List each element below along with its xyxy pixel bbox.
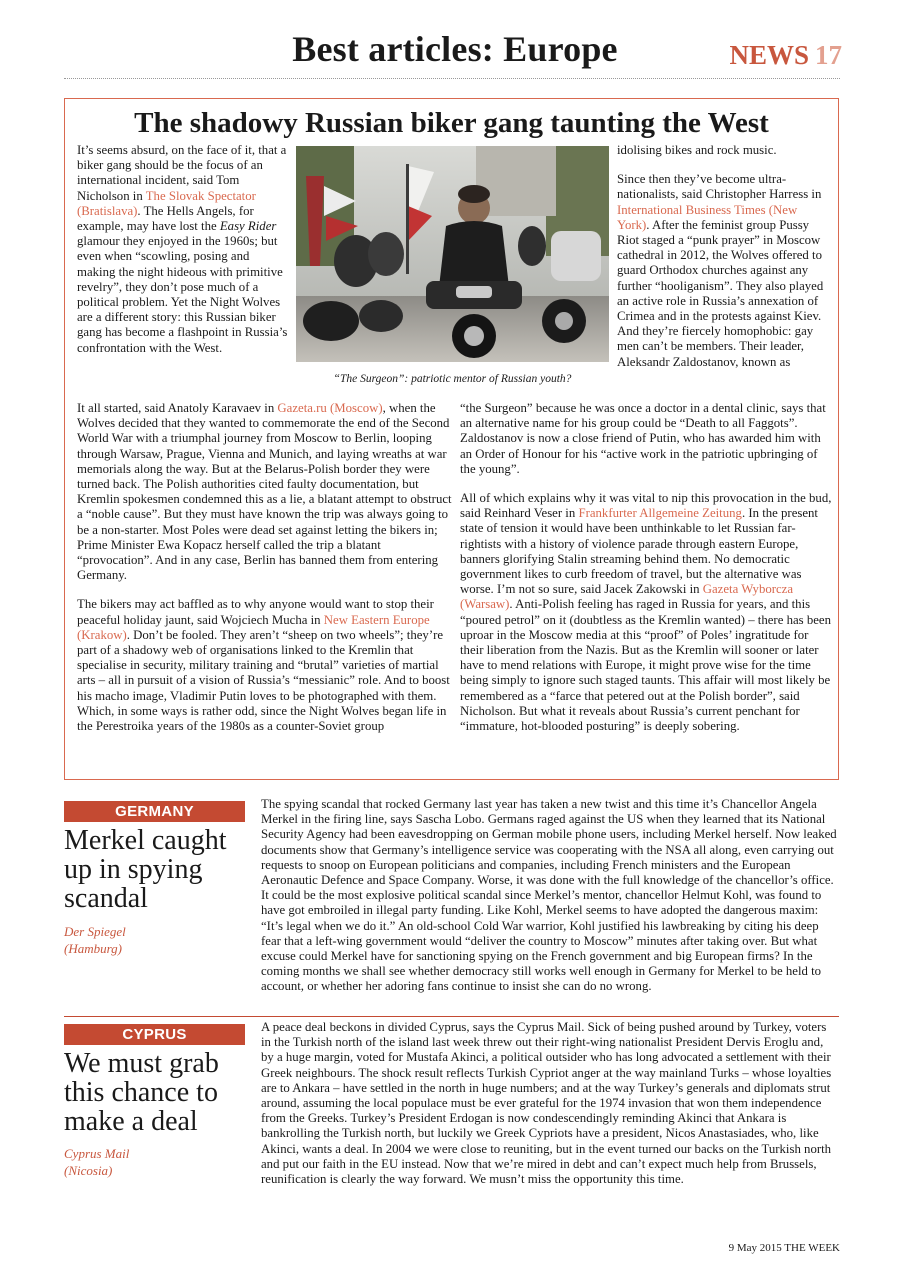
page-title: Best articles: Europe [292, 29, 618, 69]
photo-caption: “The Surgeon”: patriotic mentor of Russian youth? [333, 373, 572, 385]
source-link[interactable]: The Slovak Spectator (Bratislava) [77, 188, 256, 218]
header-divider [64, 78, 840, 79]
section-label [729, 40, 842, 71]
country-label: CYPRUS [64, 1024, 245, 1045]
section-divider [64, 1016, 839, 1017]
source-link[interactable]: Gazeta.ru (Moscow) [277, 401, 383, 415]
country-label: GERMANY [64, 801, 245, 822]
source-link[interactable]: Gazeta Wyborcza (Warsaw) [460, 582, 794, 612]
biker-photo [296, 146, 609, 362]
section-name: NEWS [729, 40, 809, 70]
source-link[interactable]: Frankfurter Allgemeine Zeitung [578, 506, 742, 521]
article-body: The spying scandal that rocked Germany last year has taken a new twist and this time it’s Chancellor Angela Merkel in the firing line, says Sascha Lobo. Germans raged against the US when they learned that its National Security Agency had been eavesdropping on German mobile phone users, including Merkel herself. Now leaked documents show that Germany’s intelligence service was cooperating with the NSA all along, even carrying out requests to snoop on European politicians and companies, including French ministers and the European Aeronautic Defence and Space Company. Worse, it was done with the full knowledge of the chancellor’s office. It could be the most explosive political scandal since Merkel’s mentor, chancellor Helmut Kohl, was found to have got embroiled in illegal party funding. Like Kohl, Merkel seems to have adopted the dangerous maxim: “It’s legal when we do it.” An old-school Cold War warrior, Kohl justified his lawbreaking by citing his deep fear that a left-wing government would “deliver the country to Moscow” minutes after taking over. But what excuse could Merkel have for sanctioning spying on the French government and big European firms? In the coming months we shall see whether democracy still works well enough in Germany for Merkel to be held to account, or whether her adoring fans continue to insist she can do no wrong. [261, 797, 837, 994]
germany-article [64, 797, 839, 1013]
main-article [64, 98, 839, 780]
article-headline: We must grab this chance to make a deal [64, 1048, 219, 1137]
source-link[interactable]: New Eastern Europe (Krakow) [77, 612, 430, 642]
article-source: Der Spiegel (Hamburg) [64, 924, 126, 956]
article-source: Cyprus Mail (Nicosia) [64, 1146, 130, 1178]
article-column-left: It’s seems absurd, on the face of it, that a biker gang should be the focus of an international incident, said Tom Nicholson in The Slovak Spectator (Bratislava). The Hells Angels, for example, may have lost the Easy Rider glamour they enjoyed in the 1960s; but even when “scowling, posing and making the night hideous with primitive revelry”, they don’t pose much of a political problem. Yet the Night Wolves are a different story: this Russian biker gang has become a flashpoint in Russia’s confrontation with the West. [77, 143, 288, 355]
article-body: A peace deal beckons in divided Cyprus, says the Cyprus Mail. Sick of being pushed around by Turkey, voters in the Turkish north of the island last week threw out their right-wing nationalist President Dervis Eroglu and, by a huge margin, voted for Mustafa Akinci, a political outsider who has long advocated a settlement with their Greek neighbours. The shock result reflects Turkish Cypriot anger at the way mainland Turks – whose loyalties are to Ankara – have settled in the north in huge numbers; and at the way Turkey’s generals and diplomats strut around, assuming the local populace must be ever grateful for the 1974 invasion that won them independence from the Greeks. Turkey’s President Erdogan is now condescendingly reminding Akinci that Ankara is bankrolling the Turkish north, but luckily we Greek Cypriots have a president, Nicos Anastasiades, who, like Akinci, wants a deal. In 2004 we were close to reuniting, but in the event turned our backs on the Turkish north and put our faith in the EU instead. Now that we’re mired in debt and can’t expect much help from Brussels, reunification is clearly the way forward. We musn’t miss the opportunity this time. [261, 1020, 832, 1187]
article-column-right: idolising bikes and rock music. Since then they’ve become ultra-nationalists, said Christopher Harress in International Business Times (New York). After the feminist group Pussy Riot staged a “punk prayer” in Moscow cathedral in 2012, the Wolves offered to guard Orthodox churches against any further “hooliganism”. They also played an active role in Russia’s annexation of Crimea and in the protests against Kiev. And they’re fiercely homophobic: gay men can’t be members. Their leader, Aleksandr Zaldostanov, known as [617, 143, 824, 369]
page-number: 17 [815, 40, 842, 70]
source-link[interactable]: International Business Times (New York) [617, 202, 798, 232]
article-column-lower-left: It all started, said Anatoly Karavaev in Gazeta.ru (Moscow), when the Wolves decided that they wanted to commemorate the end of the Second World War with a triumphal journey from Moscow to Berlin, looping through Warsaw, Prague, Vienna and Munich, and laying wreaths at war memorials along the way. But at the Belarus-Polish border they were turned back. The Polish authorities cited faulty documentation, but Kremlin spokesmen condemned this as a lie, a blatant attempt to obstruct a “noble cause”. But they must have known the trip was always going to be a non-starter. Most Poles were dead set against letting the bikers in; Prime Minister Ewa Kopacz herself called the trip a blatant “provocation”. And in any case, Berlin has banned them from entering Germany. The bikers may act baffled as to why anyone would want to stop their peaceful holiday jaunt, said Wojciech Mucha in New Eastern Europe (Krakow). Don’t be fooled. They aren’t “sheep on two wheels”; they’re part of a shadowy web of organisations linked to the Kremlin that specialise in security, military training and “brutal” varieties of martial arts – all in pursuit of a vision of Russia’s “messianic” role. And to boost his macho image, Vladimir Putin loves to be photographed with them. Which, in some ways is rather odd, since the Night Wolves began life in the Perestroika years of the 1980s as a counter-Soviet group [77, 401, 452, 734]
main-headline: The shadowy Russian biker gang taunting the West [134, 107, 769, 139]
article-column-lower-right: “the Surgeon” because he was once a doctor in a dental clinic, says that an alternative name for his group could be “Death to all Faggots”. Zaldostanov is now a close friend of Putin, who has awarded him with an Order of Honour for his “active work in the patriotic upbringing of the young”. All of which explains why it was vital to nip this provocation in the bud, said Reinhard Veser in Frankfurter Allgemeine Zeitung. In the present state of tension it would have been unthinkable to let Russian far-rightists with a history of violence parade through eastern Europe, banners glorifying Stalin streaming behind them. No democratic government likes to curb freedom of travel, but the alternative was worse. I’m not so sure, said Jacek Zakowski in Gazeta Wyborcza (Warsaw). Anti-Polish feeling has raged in Russia for years, and this “poured petrol” on it (doubtless as the Kremlin wanted) – there has been uproar in the Moscow media at this “proof” of Poles’ ingratitude for their liberation from the Nazis. But as the Kremlin will sooner or later have to mend relations with Europe, it might prove wise for the time being simply to ignore such staged taunts. This affair will most likely be remembered as a “farce that petered out at the Polish border”, said Nicholson. But what it reveals about Russia’s current penchant for “immature, hot-blooded posturing” is deeply sobering. [460, 401, 832, 734]
article-headline: Merkel caught up in spying scandal [64, 825, 227, 914]
page-footer: 9 May 2015 THE WEEK [728, 1242, 840, 1254]
cyprus-article [64, 1020, 839, 1234]
